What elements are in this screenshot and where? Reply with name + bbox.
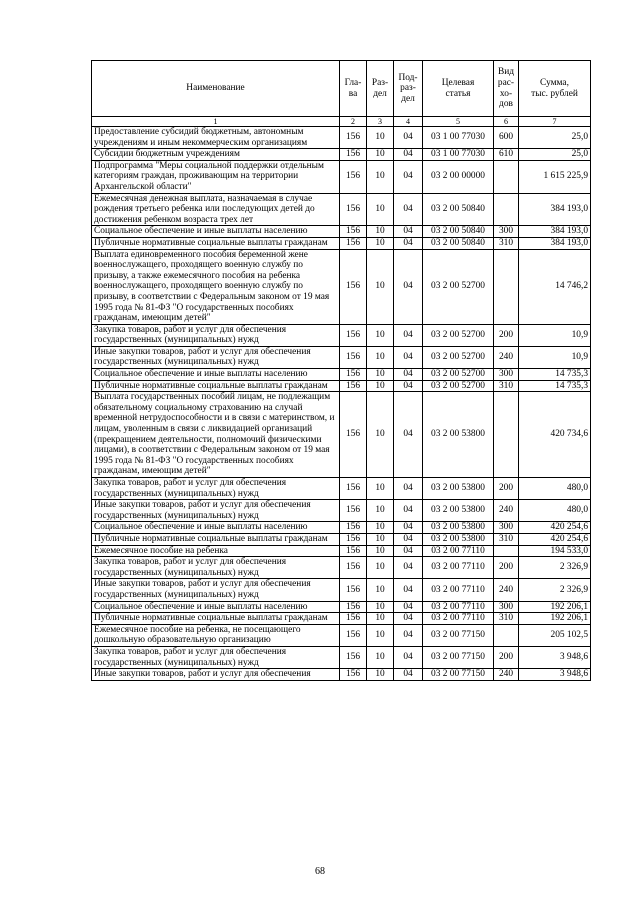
row-glava: 156 [340, 669, 367, 681]
table-row [92, 613, 591, 625]
row-name: Публичные нормативные социальные выплаты гражданам [92, 237, 340, 249]
row-razdel: 10 [367, 601, 394, 613]
row-summa: 480,0 [519, 500, 591, 522]
table-row [92, 149, 591, 161]
row-podrazdel: 04 [394, 193, 423, 226]
table-row [92, 237, 591, 249]
row-name: Публичные нормативные социальные выплаты гражданам [92, 380, 340, 392]
row-podrazdel: 04 [394, 579, 423, 601]
row-vid: 240 [494, 500, 519, 522]
row-summa: 192 206,1 [519, 601, 591, 613]
row-statya: 03 2 00 77110 [423, 601, 494, 613]
row-name: Ежемесячная денежная выплата, назначаемая в случае рождения третьего ребенка или последующих детей до достижения ребенком возраста трех лет [92, 193, 340, 226]
row-vid [494, 160, 519, 193]
row-summa: 2 326,9 [519, 579, 591, 601]
row-podrazdel: 04 [394, 127, 423, 149]
row-razdel: 10 [367, 557, 394, 579]
row-statya: 03 2 00 52700 [423, 380, 494, 392]
row-name: Закупка товаров, работ и услуг для обеспечения государственных (муниципальных) нужд [92, 646, 340, 668]
row-vid: 300 [494, 601, 519, 613]
row-podrazdel: 04 [394, 369, 423, 381]
row-podrazdel: 04 [394, 324, 423, 346]
table-row [92, 369, 591, 381]
table-row [92, 669, 591, 681]
row-glava: 156 [340, 226, 367, 238]
row-glava: 156 [340, 127, 367, 149]
row-razdel: 10 [367, 533, 394, 545]
header-name: Наименование [92, 61, 340, 117]
row-summa: 14 735,3 [519, 380, 591, 392]
row-summa: 10,9 [519, 324, 591, 346]
table-row [92, 557, 591, 579]
row-glava: 156 [340, 249, 367, 324]
header-podrazdel: Под- раз- дел [394, 61, 423, 117]
row-statya: 03 2 00 77150 [423, 669, 494, 681]
column-number: 1 [92, 117, 340, 127]
row-razdel: 10 [367, 160, 394, 193]
row-summa: 14 746,2 [519, 249, 591, 324]
row-glava: 156 [340, 346, 367, 368]
row-statya: 03 2 00 53800 [423, 500, 494, 522]
row-glava: 156 [340, 149, 367, 161]
row-podrazdel: 04 [394, 478, 423, 500]
row-glava: 156 [340, 545, 367, 557]
table-row [92, 478, 591, 500]
column-number: 4 [394, 117, 423, 127]
column-number: 6 [494, 117, 519, 127]
row-name: Ежемесячное пособие на ребенка, не посещающего дошкольную образовательную организацию [92, 624, 340, 646]
table-row [92, 601, 591, 613]
row-statya: 03 2 00 53800 [423, 478, 494, 500]
table-header-row [92, 61, 591, 117]
column-number: 3 [367, 117, 394, 127]
row-vid: 310 [494, 380, 519, 392]
row-podrazdel: 04 [394, 500, 423, 522]
row-summa: 25,0 [519, 149, 591, 161]
row-name: Социальное обеспечение и иные выплаты населению [92, 601, 340, 613]
column-number: 7 [519, 117, 591, 127]
row-podrazdel: 04 [394, 624, 423, 646]
row-name: Выплата государственных пособий лицам, не подлежащим обязательному социальному страхованию на случай временной нетрудоспособности и в связи с материнством, и лицам, уволенным в связи с ликвидацией организаций (прекращением деятельности, полномочий физическими лицами), в соответствии с Федеральным законом от 19 мая 1995 года № 81-ФЗ "О государственных пособиях гражданам, имеющим детей" [92, 392, 340, 478]
row-razdel: 10 [367, 613, 394, 625]
row-summa: 194 533,0 [519, 545, 591, 557]
row-razdel: 10 [367, 392, 394, 478]
row-name: Публичные нормативные социальные выплаты гражданам [92, 533, 340, 545]
row-name: Закупка товаров, работ и услуг для обеспечения государственных (муниципальных) нужд [92, 324, 340, 346]
row-statya: 03 2 00 53800 [423, 392, 494, 478]
table-row [92, 624, 591, 646]
header-summa: Сумма, тыс. рублей [519, 61, 591, 117]
row-name: Публичные нормативные социальные выплаты гражданам [92, 613, 340, 625]
row-statya: 03 2 00 77110 [423, 557, 494, 579]
row-glava: 156 [340, 613, 367, 625]
row-glava: 156 [340, 522, 367, 534]
row-name: Иные закупки товаров, работ и услуг для обеспечения государственных (муниципальных) нужд [92, 346, 340, 368]
table-body [92, 127, 591, 681]
row-glava: 156 [340, 533, 367, 545]
row-vid [494, 545, 519, 557]
row-razdel: 10 [367, 149, 394, 161]
row-statya: 03 2 00 77110 [423, 579, 494, 601]
header-statya: Целевая статья [423, 61, 494, 117]
row-name: Иные закупки товаров, работ и услуг для обеспечения государственных (муниципальных) нужд [92, 579, 340, 601]
row-razdel: 10 [367, 369, 394, 381]
row-razdel: 10 [367, 249, 394, 324]
row-podrazdel: 04 [394, 669, 423, 681]
row-razdel: 10 [367, 669, 394, 681]
row-summa: 10,9 [519, 346, 591, 368]
row-name: Социальное обеспечение и иные выплаты населению [92, 369, 340, 381]
row-summa: 14 735,3 [519, 369, 591, 381]
row-glava: 156 [340, 646, 367, 668]
header-glava: Гла- ва [340, 61, 367, 117]
budget-table [91, 60, 591, 681]
row-name: Предоставление субсидий бюджетным, автономным учреждениям и иным некоммерческим организациям [92, 127, 340, 149]
row-name: Подпрограмма "Меры социальной поддержки отдельным категориям граждан, проживающим на территории Архангельской области" [92, 160, 340, 193]
row-summa: 1 615 225,9 [519, 160, 591, 193]
row-glava: 156 [340, 369, 367, 381]
row-vid: 240 [494, 579, 519, 601]
row-vid [494, 249, 519, 324]
row-razdel: 10 [367, 646, 394, 668]
row-glava: 156 [340, 380, 367, 392]
row-vid: 610 [494, 149, 519, 161]
table-row [92, 646, 591, 668]
table-row [92, 193, 591, 226]
table-row [92, 533, 591, 545]
table-row [92, 392, 591, 478]
row-podrazdel: 04 [394, 392, 423, 478]
row-statya: 03 2 00 52700 [423, 249, 494, 324]
table-row [92, 500, 591, 522]
row-statya: 03 2 00 77150 [423, 624, 494, 646]
row-razdel: 10 [367, 346, 394, 368]
row-podrazdel: 04 [394, 545, 423, 557]
row-vid [494, 193, 519, 226]
table-row [92, 127, 591, 149]
row-summa: 384 193,0 [519, 237, 591, 249]
row-glava: 156 [340, 624, 367, 646]
row-statya: 03 1 00 77030 [423, 149, 494, 161]
row-statya: 03 2 00 00000 [423, 160, 494, 193]
row-glava: 156 [340, 324, 367, 346]
row-podrazdel: 04 [394, 346, 423, 368]
row-glava: 156 [340, 557, 367, 579]
row-vid [494, 392, 519, 478]
row-statya: 03 2 00 53800 [423, 522, 494, 534]
row-vid [494, 624, 519, 646]
row-razdel: 10 [367, 226, 394, 238]
header-vid: Вид рас- хо- дов [494, 61, 519, 117]
row-podrazdel: 04 [394, 249, 423, 324]
row-podrazdel: 04 [394, 160, 423, 193]
row-glava: 156 [340, 579, 367, 601]
row-statya: 03 2 00 50840 [423, 193, 494, 226]
row-podrazdel: 04 [394, 613, 423, 625]
row-vid: 240 [494, 346, 519, 368]
row-podrazdel: 04 [394, 380, 423, 392]
row-statya: 03 2 00 77150 [423, 646, 494, 668]
row-summa: 420 254,6 [519, 522, 591, 534]
row-name: Социальное обеспечение и иные выплаты населению [92, 226, 340, 238]
row-summa: 3 948,6 [519, 646, 591, 668]
row-summa: 480,0 [519, 478, 591, 500]
row-statya: 03 2 00 77110 [423, 613, 494, 625]
row-razdel: 10 [367, 579, 394, 601]
row-vid: 240 [494, 669, 519, 681]
row-name: Закупка товаров, работ и услуг для обеспечения государственных (муниципальных) нужд [92, 557, 340, 579]
table-row [92, 545, 591, 557]
row-glava: 156 [340, 193, 367, 226]
row-podrazdel: 04 [394, 149, 423, 161]
row-glava: 156 [340, 478, 367, 500]
row-name: Ежемесячное пособие на ребенка [92, 545, 340, 557]
row-summa: 205 102,5 [519, 624, 591, 646]
row-statya: 03 2 00 53800 [423, 533, 494, 545]
row-statya: 03 2 00 50840 [423, 237, 494, 249]
row-name: Субсидии бюджетным учреждениям [92, 149, 340, 161]
row-glava: 156 [340, 601, 367, 613]
row-podrazdel: 04 [394, 226, 423, 238]
row-statya: 03 1 00 77030 [423, 127, 494, 149]
table-row [92, 346, 591, 368]
row-razdel: 10 [367, 193, 394, 226]
row-glava: 156 [340, 392, 367, 478]
page-number: 68 [315, 866, 325, 877]
row-vid: 200 [494, 324, 519, 346]
row-podrazdel: 04 [394, 533, 423, 545]
row-statya: 03 2 00 77110 [423, 545, 494, 557]
row-name: Социальное обеспечение и иные выплаты населению [92, 522, 340, 534]
row-glava: 156 [340, 160, 367, 193]
row-statya: 03 2 00 52700 [423, 324, 494, 346]
row-vid: 310 [494, 613, 519, 625]
row-vid: 200 [494, 478, 519, 500]
row-glava: 156 [340, 500, 367, 522]
row-vid: 300 [494, 226, 519, 238]
row-summa: 384 193,0 [519, 193, 591, 226]
table-row [92, 226, 591, 238]
row-name: Закупка товаров, работ и услуг для обеспечения государственных (муниципальных) нужд [92, 478, 340, 500]
row-summa: 420 254,6 [519, 533, 591, 545]
row-glava: 156 [340, 237, 367, 249]
column-number-row [92, 117, 591, 127]
row-razdel: 10 [367, 380, 394, 392]
row-vid: 310 [494, 237, 519, 249]
table-row [92, 249, 591, 324]
table-row [92, 579, 591, 601]
row-razdel: 10 [367, 522, 394, 534]
row-summa: 420 734,6 [519, 392, 591, 478]
row-summa: 384 193,0 [519, 226, 591, 238]
column-number: 2 [340, 117, 367, 127]
table-row [92, 522, 591, 534]
row-podrazdel: 04 [394, 557, 423, 579]
header-razdel: Раз- дел [367, 61, 394, 117]
row-razdel: 10 [367, 545, 394, 557]
row-razdel: 10 [367, 500, 394, 522]
row-razdel: 10 [367, 478, 394, 500]
row-statya: 03 2 00 50840 [423, 226, 494, 238]
row-razdel: 10 [367, 324, 394, 346]
column-number: 5 [423, 117, 494, 127]
row-podrazdel: 04 [394, 237, 423, 249]
row-summa: 25,0 [519, 127, 591, 149]
row-vid: 300 [494, 522, 519, 534]
row-name: Иные закупки товаров, работ и услуг для обеспечения государственных (муниципальных) нужд [92, 500, 340, 522]
row-statya: 03 2 00 52700 [423, 346, 494, 368]
row-vid: 600 [494, 127, 519, 149]
row-podrazdel: 04 [394, 646, 423, 668]
row-vid: 200 [494, 557, 519, 579]
row-razdel: 10 [367, 127, 394, 149]
row-podrazdel: 04 [394, 601, 423, 613]
row-name: Иные закупки товаров, работ и услуг для обеспечения [92, 669, 340, 681]
row-podrazdel: 04 [394, 522, 423, 534]
row-statya: 03 2 00 52700 [423, 369, 494, 381]
row-vid: 200 [494, 646, 519, 668]
table-row [92, 160, 591, 193]
row-name: Выплата единовременного пособия беременной жене военнослужащего, проходящего военную службу по призыву, а также ежемесячного пособия на ребенка военнослужащего, проходящего военную службу по призыву, в соответствии с Федеральным законом от 19 мая 1995 года № 81-ФЗ "О государственных пособиях гражданам, имеющим детей" [92, 249, 340, 324]
table-row [92, 324, 591, 346]
row-summa: 3 948,6 [519, 669, 591, 681]
table-row [92, 380, 591, 392]
row-summa: 2 326,9 [519, 557, 591, 579]
row-razdel: 10 [367, 237, 394, 249]
row-vid: 300 [494, 369, 519, 381]
row-summa: 192 206,1 [519, 613, 591, 625]
row-vid: 310 [494, 533, 519, 545]
row-razdel: 10 [367, 624, 394, 646]
